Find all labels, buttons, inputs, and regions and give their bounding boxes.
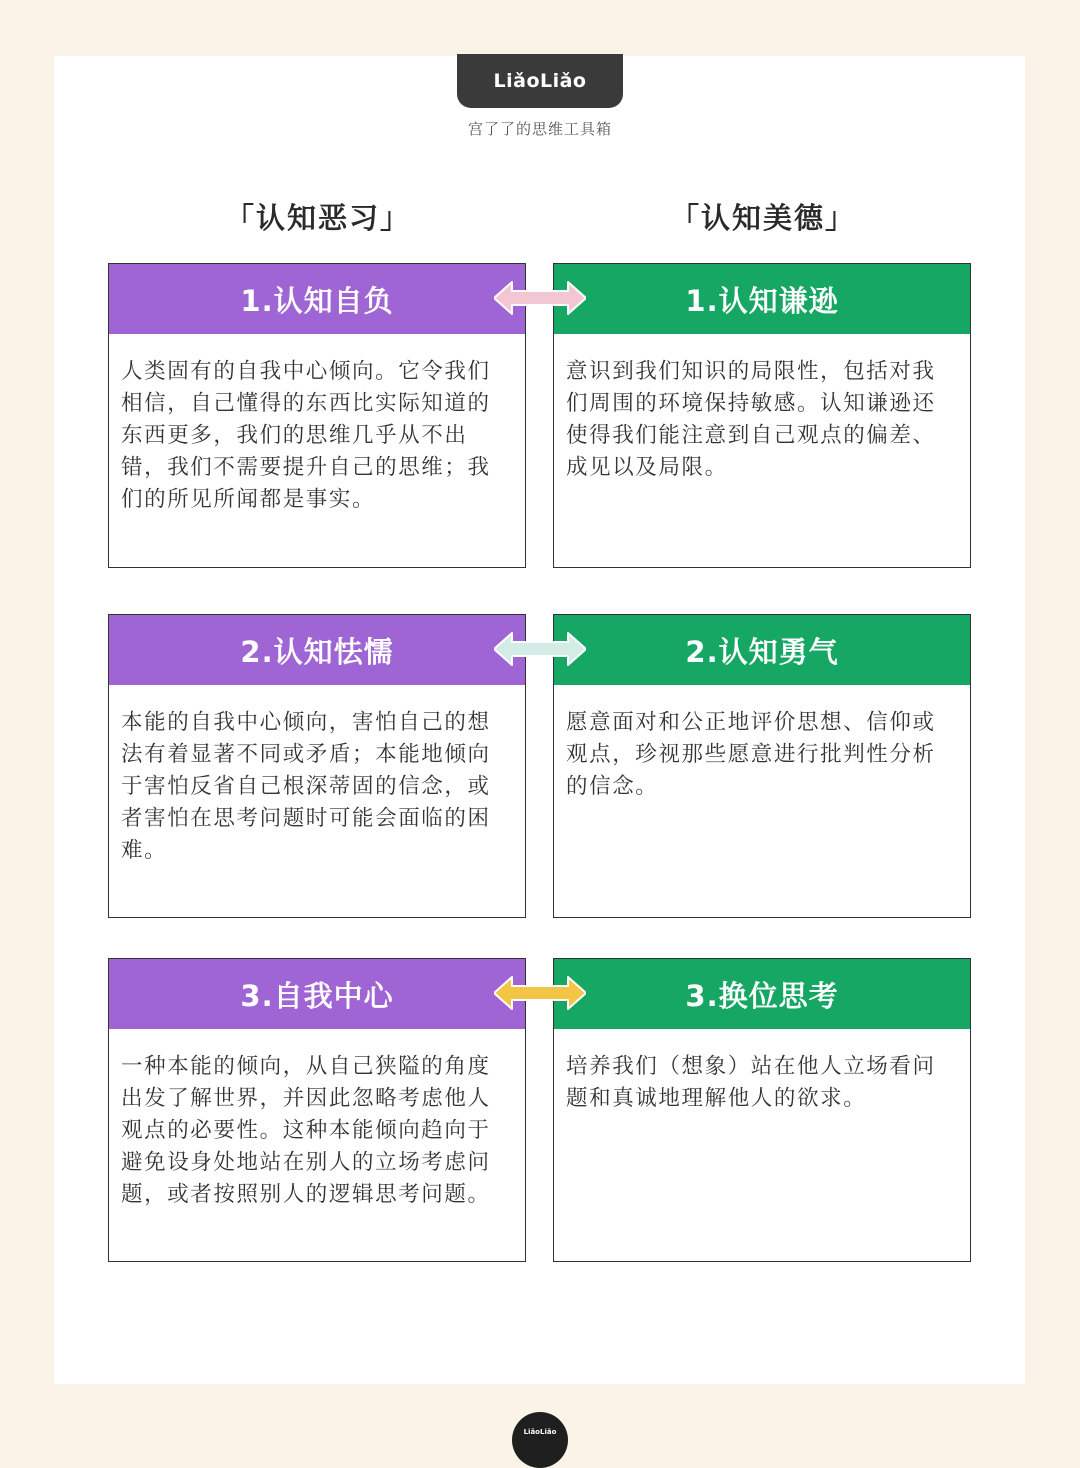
virtue-card-3-title: 3.换位思考 bbox=[554, 959, 970, 1029]
vice-card-3-body: 一种本能的倾向，从自己狭隘的角度出发了解世界，并因此忽略考虑他人观点的必要性。这种本能倾向趋向于避免设身处地站在别人的立场考虑问题，或者按照别人的逻辑思考问题。 bbox=[121, 1054, 491, 1207]
vice-card-2 bbox=[108, 614, 526, 918]
footer-badge-text: LiǎoLiǎo bbox=[523, 1428, 557, 1436]
virtue-card-3 bbox=[553, 958, 971, 1262]
virtue-card-1-body: 意识到我们知识的局限性，包括对我们周围的环境保持敏感。认知谦逊还使得我们能注意到自己观点的偏差、成见以及局限。 bbox=[566, 359, 936, 480]
footer-logo-badge bbox=[512, 1412, 568, 1468]
virtue-card-1-title: 1.认知谦逊 bbox=[554, 264, 970, 334]
virtue-card-3-body: 培养我们（想象）站在他人立场看问题和真诚地理解他人的欲求。 bbox=[566, 1054, 936, 1111]
double-arrow-icon-1 bbox=[494, 280, 586, 316]
vice-card-2-title: 2.认知怯懦 bbox=[109, 615, 525, 685]
vice-card-3-title: 3.自我中心 bbox=[109, 959, 525, 1029]
virtue-card-2-body: 愿意面对和公正地评价思想、信仰或观点，珍视那些愿意进行批判性分析的信念。 bbox=[566, 710, 936, 799]
vice-card-3 bbox=[108, 958, 526, 1262]
virtue-card-1 bbox=[553, 263, 971, 568]
page-subtitle: 宫了了的思维工具箱 bbox=[467, 120, 612, 138]
brand-logo bbox=[457, 54, 623, 108]
brand-logo-text: LiǎoLiǎo bbox=[493, 70, 587, 92]
virtue-card-2 bbox=[553, 614, 971, 918]
vice-card-1 bbox=[108, 263, 526, 568]
double-arrow-icon-3 bbox=[494, 975, 586, 1011]
virtues-column-title: 「认知美德」 bbox=[669, 201, 856, 235]
vices-column-title: 「认知恶习」 bbox=[224, 201, 411, 235]
double-arrow-icon-2 bbox=[494, 631, 586, 667]
virtue-card-2-title: 2.认知勇气 bbox=[554, 615, 970, 685]
vice-card-1-title: 1.认知自负 bbox=[109, 264, 525, 334]
vice-card-2-body: 本能的自我中心倾向，害怕自己的想法有着显著不同或矛盾；本能地倾向于害怕反省自己根深蒂固的信念，或者害怕在思考问题时可能会面临的困难。 bbox=[121, 710, 491, 863]
vice-card-1-body: 人类固有的自我中心倾向。它令我们相信，自己懂得的东西比实际知道的东西更多，我们的思维几乎从不出错，我们不需要提升自己的思维；我们的所见所闻都是事实。 bbox=[121, 359, 491, 512]
